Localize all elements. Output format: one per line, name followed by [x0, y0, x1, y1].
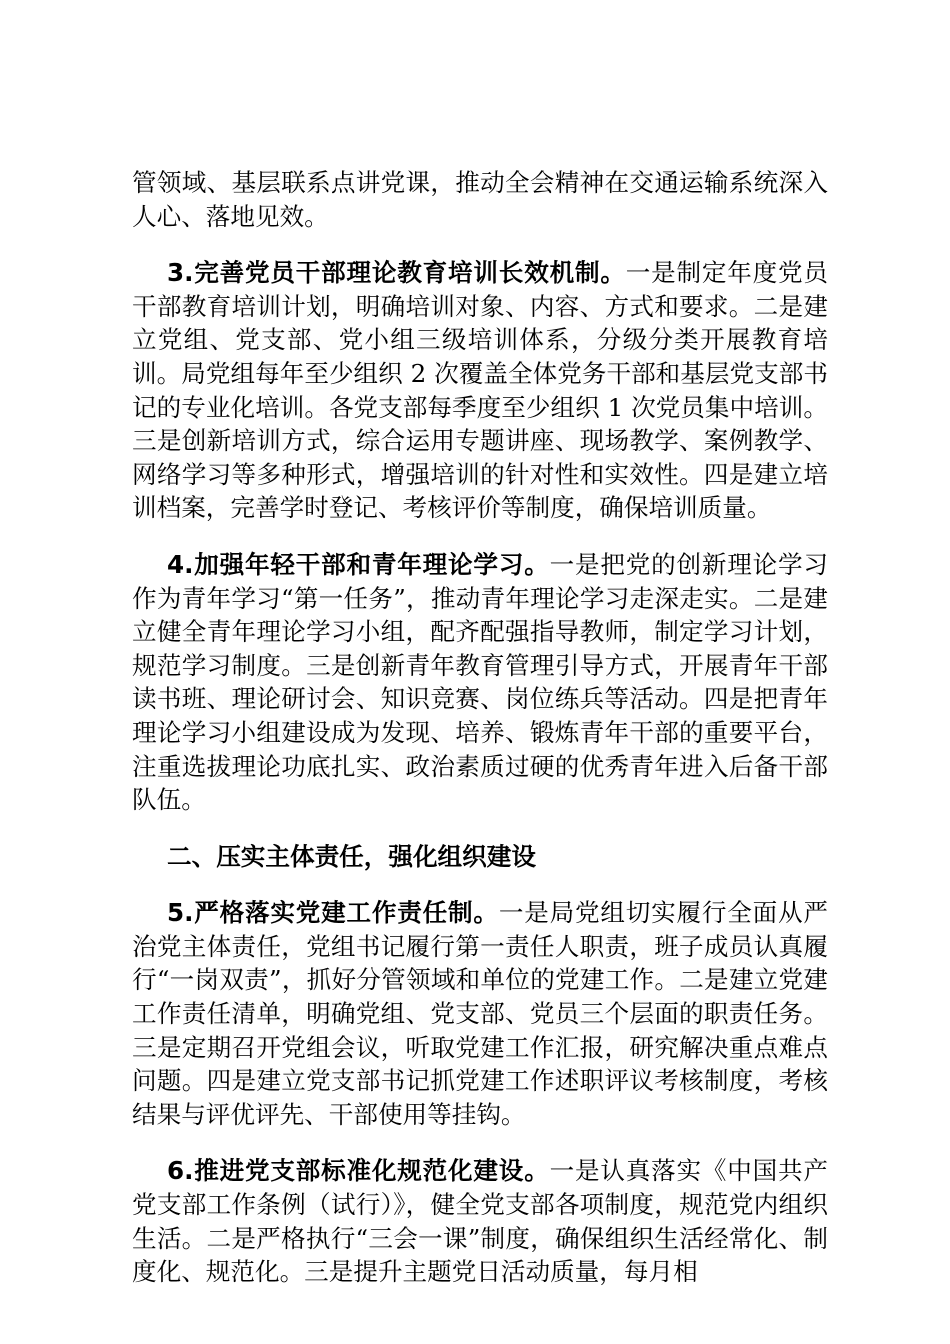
paragraph-continuation [132, 166, 828, 233]
paragraph-lead: 5.严格落实党建工作责任制。 [167, 898, 499, 928]
paragraph-lead: 6.推进党支部标准化规范化建设。 [167, 1156, 550, 1186]
paragraph-text: 一是制定年度党员干部教育培训计划，明确培训对象、内容、方式和要求。二是建立党组、党支部、党小组三级培训体系，分级分类开展教育培训。局党组每年至少组织 2 次覆盖全体党务干部和基层党支部书记的专业化培训。各党支部每季度至少组织 1 次党员集中培训。三是创新培训方式，综合运用专题讲座、现场教学、案例教学、网络学习等多种形式，增强培训的针对性和实效性。四是建立培训档案，完善学时登记、考核评价等制度，确保培训质量。 [132, 258, 828, 523]
document-body [132, 166, 828, 1312]
paragraph-lead: 3.完善党员干部理论教育培训长效机制。 [167, 258, 626, 288]
paragraph-lead: 4.加强年轻干部和青年理论学习。 [167, 549, 550, 579]
paragraph-text: 一是把党的创新理论学习作为青年学习“第一任务”，推动青年理论学习走深走实。二是建立健全青年理论学习小组，配齐配强指导教师，制定学习计划，规范学习制度。三是创新青年教育管理引导方式，开展青年干部读书班、理论研讨会、知识竞赛、岗位练兵等活动。四是把青年理论学习小组建设成为发现、培养、锻炼青年干部的重要平台，注重选拔理论功底扎实、政治素质过硬的优秀青年进入后备干部队伍。 [132, 549, 828, 815]
paragraph-item-3 [132, 256, 828, 525]
paragraph-text: 一是局党组切实履行全面从严治党主体责任，党组书记履行第一责任人职责，班子成员认真履行“一岗双责”，抓好分管领域和单位的党建工作。二是建立党建工作责任清单，明确党组、党支部、党员三个层面的职责任务。三是定期召开党组会议，听取党建工作汇报，研究解决重点难点问题。四是建立党支部书记抓党建工作述职评议考核制度，考核结果与评优评先、干部使用等挂钩。 [132, 898, 828, 1129]
paragraph-item-6 [132, 1154, 828, 1288]
paragraph-item-4 [132, 548, 828, 817]
paragraph-item-5 [132, 896, 828, 1131]
section-heading: 二、压实主体责任，强化组织建设 [167, 841, 536, 871]
paragraph-text: 管领域、基层联系点讲党课，推动全会精神在交通运输系统深入人心、落地见效。 [132, 168, 828, 231]
paragraph-text: 一是认真落实《中国共产党支部工作条例（试行）》，健全党支部各项制度，规范党内组织生活。二是严格执行“三会一课”制度，确保组织生活经常化、制度化、规范化。三是提升主题党日活动质量，每月相 [132, 1156, 828, 1287]
